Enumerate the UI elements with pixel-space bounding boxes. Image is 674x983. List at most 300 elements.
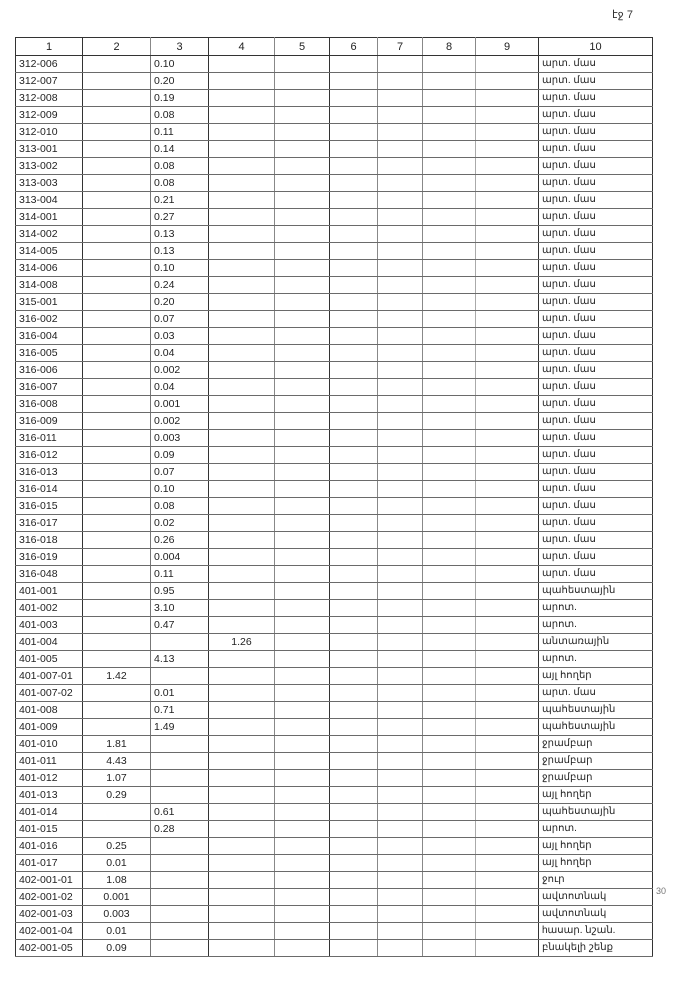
row-col3-value: 0.01: [151, 685, 209, 702]
row-col9: [476, 940, 539, 957]
row-col9: [476, 787, 539, 804]
row-col6: [330, 515, 378, 532]
row-col2-value: [83, 260, 151, 277]
row-col3-value: [151, 872, 209, 889]
row-land-type: արտ. մաս: [539, 481, 653, 498]
row-col9: [476, 294, 539, 311]
table-row: [16, 107, 653, 124]
row-col8: [423, 549, 476, 566]
row-col5: [275, 90, 330, 107]
row-col5: [275, 192, 330, 209]
row-col7: [378, 872, 423, 889]
row-col5: [275, 447, 330, 464]
table-row: [16, 855, 653, 872]
row-col4-value: [209, 192, 275, 209]
row-col2-value: [83, 634, 151, 651]
row-col2-value: [83, 107, 151, 124]
row-col6: [330, 379, 378, 396]
row-col4-value: [209, 260, 275, 277]
row-land-type: արտ. մաս: [539, 192, 653, 209]
row-land-type: արոտ.: [539, 600, 653, 617]
margin-mark: 30: [656, 886, 667, 896]
row-col2-value: [83, 243, 151, 260]
row-code: 316-013: [16, 464, 83, 481]
table-row: [16, 804, 653, 821]
row-col6: [330, 209, 378, 226]
row-col5: [275, 787, 330, 804]
row-col9: [476, 243, 539, 260]
row-col6: [330, 600, 378, 617]
row-col3-value: 0.02: [151, 515, 209, 532]
row-col8: [423, 90, 476, 107]
row-col4-value: 1.26: [209, 634, 275, 651]
row-code: 401-004: [16, 634, 83, 651]
row-land-type: արտ. մաս: [539, 413, 653, 430]
row-col9: [476, 855, 539, 872]
row-land-type: այլ հողեր: [539, 855, 653, 872]
row-col2-value: [83, 90, 151, 107]
row-land-type: արտ. մաս: [539, 311, 653, 328]
row-col2-value: [83, 56, 151, 73]
row-code: 401-013: [16, 787, 83, 804]
row-col2-value: 1.42: [83, 668, 151, 685]
table-row: [16, 600, 653, 617]
row-col5: [275, 583, 330, 600]
row-col5: [275, 311, 330, 328]
row-col4-value: [209, 668, 275, 685]
row-col7: [378, 192, 423, 209]
row-code: 402-001-03: [16, 906, 83, 923]
row-col6: [330, 719, 378, 736]
row-col5: [275, 481, 330, 498]
row-code: 401-014: [16, 804, 83, 821]
row-col2-value: [83, 447, 151, 464]
row-col9: [476, 770, 539, 787]
row-code: 316-009: [16, 413, 83, 430]
row-col9: [476, 90, 539, 107]
column-header-8: 8: [423, 38, 476, 56]
row-col4-value: [209, 328, 275, 345]
row-col2-value: [83, 328, 151, 345]
row-col9: [476, 821, 539, 838]
row-col8: [423, 617, 476, 634]
row-col2-value: [83, 685, 151, 702]
row-col5: [275, 209, 330, 226]
row-col8: [423, 209, 476, 226]
row-code: 313-003: [16, 175, 83, 192]
column-header-5: 5: [275, 38, 330, 56]
row-col8: [423, 668, 476, 685]
table-row: [16, 515, 653, 532]
row-land-type: արտ. մաս: [539, 277, 653, 294]
row-code: 313-002: [16, 158, 83, 175]
row-code: 314-001: [16, 209, 83, 226]
row-col5: [275, 328, 330, 345]
row-col9: [476, 141, 539, 158]
row-col5: [275, 56, 330, 73]
table-row: [16, 532, 653, 549]
table-row: [16, 430, 653, 447]
row-col6: [330, 345, 378, 362]
row-col8: [423, 719, 476, 736]
row-land-type: արտ. մաս: [539, 226, 653, 243]
row-col3-value: [151, 753, 209, 770]
row-col2-value: 0.25: [83, 838, 151, 855]
row-col2-value: 1.81: [83, 736, 151, 753]
row-col2-value: 0.01: [83, 855, 151, 872]
row-col2-value: [83, 124, 151, 141]
row-col8: [423, 56, 476, 73]
row-col3-value: [151, 889, 209, 906]
row-col9: [476, 226, 539, 243]
row-col8: [423, 532, 476, 549]
row-col7: [378, 685, 423, 702]
row-col3-value: 0.002: [151, 362, 209, 379]
row-col5: [275, 396, 330, 413]
row-col7: [378, 549, 423, 566]
row-col6: [330, 226, 378, 243]
row-col8: [423, 923, 476, 940]
row-col9: [476, 668, 539, 685]
row-code: 314-006: [16, 260, 83, 277]
row-col5: [275, 413, 330, 430]
row-col4-value: [209, 685, 275, 702]
row-col7: [378, 651, 423, 668]
row-col2-value: 4.43: [83, 753, 151, 770]
page-number: էջ 7: [612, 9, 633, 21]
column-header-4: 4: [209, 38, 275, 56]
land-register-table: [15, 37, 653, 957]
table-row: [16, 294, 653, 311]
table-row: [16, 175, 653, 192]
row-col3-value: 0.11: [151, 566, 209, 583]
row-col3-value: 0.27: [151, 209, 209, 226]
column-header-2: 2: [83, 38, 151, 56]
row-col6: [330, 736, 378, 753]
row-code: 316-015: [16, 498, 83, 515]
row-land-type: արտ. մաս: [539, 243, 653, 260]
row-code: 401-015: [16, 821, 83, 838]
row-col3-value: [151, 906, 209, 923]
row-col2-value: [83, 804, 151, 821]
row-col4-value: [209, 379, 275, 396]
row-col4-value: [209, 532, 275, 549]
row-land-type: արտ. մաս: [539, 328, 653, 345]
table-row: [16, 668, 653, 685]
row-col4-value: [209, 141, 275, 158]
row-land-type: արտ. մաս: [539, 294, 653, 311]
row-col7: [378, 515, 423, 532]
row-col3-value: 0.09: [151, 447, 209, 464]
row-col3-value: 0.08: [151, 498, 209, 515]
row-col4-value: [209, 413, 275, 430]
table-row: [16, 651, 653, 668]
row-col6: [330, 685, 378, 702]
row-code: 402-001-05: [16, 940, 83, 957]
row-col9: [476, 651, 539, 668]
row-col2-value: [83, 549, 151, 566]
row-code: 401-012: [16, 770, 83, 787]
table-row: [16, 549, 653, 566]
table-row: [16, 328, 653, 345]
row-code: 316-008: [16, 396, 83, 413]
row-col7: [378, 804, 423, 821]
row-col3-value: 0.26: [151, 532, 209, 549]
row-col8: [423, 685, 476, 702]
row-col3-value: [151, 923, 209, 940]
row-col3-value: 0.13: [151, 226, 209, 243]
row-col6: [330, 804, 378, 821]
row-col4-value: [209, 923, 275, 940]
row-land-type: արտ. մաս: [539, 260, 653, 277]
row-col9: [476, 413, 539, 430]
row-col2-value: [83, 396, 151, 413]
row-land-type: արտ. մաս: [539, 464, 653, 481]
row-col3-value: 1.49: [151, 719, 209, 736]
row-col5: [275, 838, 330, 855]
table-row: [16, 192, 653, 209]
row-col9: [476, 719, 539, 736]
row-col4-value: [209, 889, 275, 906]
table-row: [16, 736, 653, 753]
row-col6: [330, 855, 378, 872]
row-col8: [423, 566, 476, 583]
row-code: 316-004: [16, 328, 83, 345]
row-col8: [423, 804, 476, 821]
row-col7: [378, 498, 423, 515]
row-col9: [476, 107, 539, 124]
row-col4-value: [209, 175, 275, 192]
row-col9: [476, 362, 539, 379]
table-row: [16, 702, 653, 719]
row-col9: [476, 583, 539, 600]
row-col3-value: 0.07: [151, 311, 209, 328]
table-row: [16, 209, 653, 226]
row-col5: [275, 379, 330, 396]
row-col4-value: [209, 804, 275, 821]
row-col7: [378, 90, 423, 107]
row-col9: [476, 804, 539, 821]
row-col9: [476, 923, 539, 940]
row-land-type: այլ հողեր: [539, 787, 653, 804]
row-col9: [476, 277, 539, 294]
row-col8: [423, 294, 476, 311]
row-col4-value: [209, 294, 275, 311]
row-col2-value: [83, 515, 151, 532]
row-col4-value: [209, 940, 275, 957]
row-col8: [423, 328, 476, 345]
row-land-type: ավտոտնակ: [539, 889, 653, 906]
row-col3-value: 4.13: [151, 651, 209, 668]
row-col3-value: 0.07: [151, 464, 209, 481]
row-col7: [378, 821, 423, 838]
row-col7: [378, 566, 423, 583]
row-col6: [330, 175, 378, 192]
row-col8: [423, 362, 476, 379]
row-col2-value: [83, 226, 151, 243]
row-col5: [275, 277, 330, 294]
row-col4-value: [209, 838, 275, 855]
row-col7: [378, 56, 423, 73]
row-col9: [476, 379, 539, 396]
row-code: 312-006: [16, 56, 83, 73]
row-col3-value: 0.10: [151, 260, 209, 277]
row-code: 314-002: [16, 226, 83, 243]
row-col7: [378, 158, 423, 175]
row-land-type: ջրամբար: [539, 753, 653, 770]
row-code: 312-009: [16, 107, 83, 124]
table-row: [16, 906, 653, 923]
table-row: [16, 362, 653, 379]
row-col8: [423, 158, 476, 175]
table-row: [16, 226, 653, 243]
row-col5: [275, 362, 330, 379]
table-row: [16, 345, 653, 362]
row-col9: [476, 566, 539, 583]
row-col7: [378, 923, 423, 940]
row-col8: [423, 379, 476, 396]
table-row: [16, 260, 653, 277]
row-col2-value: [83, 413, 151, 430]
row-code: 316-018: [16, 532, 83, 549]
row-col7: [378, 260, 423, 277]
row-land-type: արոտ.: [539, 617, 653, 634]
row-col2-value: [83, 430, 151, 447]
row-col4-value: [209, 549, 275, 566]
row-col7: [378, 906, 423, 923]
row-col2-value: [83, 362, 151, 379]
row-col7: [378, 532, 423, 549]
row-col9: [476, 447, 539, 464]
row-col2-value: [83, 73, 151, 90]
row-col4-value: [209, 906, 275, 923]
row-land-type: արտ. մաս: [539, 515, 653, 532]
row-col5: [275, 702, 330, 719]
row-col4-value: [209, 583, 275, 600]
row-code: 401-003: [16, 617, 83, 634]
table-row: [16, 889, 653, 906]
row-col9: [476, 634, 539, 651]
row-col2-value: 0.003: [83, 906, 151, 923]
row-col4-value: [209, 600, 275, 617]
row-col3-value: 0.04: [151, 345, 209, 362]
row-col2-value: [83, 209, 151, 226]
row-col3-value: 0.11: [151, 124, 209, 141]
row-land-type: արտ. մաս: [539, 345, 653, 362]
row-col9: [476, 702, 539, 719]
row-col6: [330, 532, 378, 549]
row-col6: [330, 107, 378, 124]
table-row: [16, 787, 653, 804]
row-col6: [330, 141, 378, 158]
row-col5: [275, 719, 330, 736]
row-col8: [423, 821, 476, 838]
row-col7: [378, 736, 423, 753]
row-col8: [423, 481, 476, 498]
row-code: 316-006: [16, 362, 83, 379]
row-land-type: արոտ.: [539, 651, 653, 668]
row-col8: [423, 583, 476, 600]
row-col4-value: [209, 855, 275, 872]
row-col3-value: 0.21: [151, 192, 209, 209]
row-col9: [476, 889, 539, 906]
row-col8: [423, 277, 476, 294]
row-col6: [330, 753, 378, 770]
row-col4-value: [209, 787, 275, 804]
row-col8: [423, 651, 476, 668]
row-col6: [330, 192, 378, 209]
row-col5: [275, 753, 330, 770]
row-col6: [330, 277, 378, 294]
row-col2-value: [83, 345, 151, 362]
row-col2-value: [83, 481, 151, 498]
row-land-type: արտ. մաս: [539, 447, 653, 464]
row-land-type: արտ. մաս: [539, 141, 653, 158]
row-col7: [378, 107, 423, 124]
row-code: 314-008: [16, 277, 83, 294]
row-col8: [423, 260, 476, 277]
row-col9: [476, 73, 539, 90]
row-col4-value: [209, 396, 275, 413]
row-col2-value: [83, 464, 151, 481]
row-col3-value: 0.61: [151, 804, 209, 821]
row-col6: [330, 481, 378, 498]
row-col6: [330, 447, 378, 464]
row-col8: [423, 447, 476, 464]
row-col7: [378, 209, 423, 226]
table-row: [16, 583, 653, 600]
row-col7: [378, 481, 423, 498]
row-code: 401-017: [16, 855, 83, 872]
row-col3-value: 0.19: [151, 90, 209, 107]
row-col3-value: [151, 787, 209, 804]
row-col4-value: [209, 90, 275, 107]
row-col6: [330, 838, 378, 855]
row-code: 313-001: [16, 141, 83, 158]
row-col2-value: [83, 702, 151, 719]
row-col3-value: 0.28: [151, 821, 209, 838]
row-code: 312-010: [16, 124, 83, 141]
row-col2-value: [83, 311, 151, 328]
row-land-type: արտ. մաս: [539, 107, 653, 124]
row-col7: [378, 787, 423, 804]
row-col4-value: [209, 821, 275, 838]
row-col6: [330, 124, 378, 141]
row-col8: [423, 107, 476, 124]
row-col9: [476, 56, 539, 73]
row-col4-value: [209, 311, 275, 328]
row-col8: [423, 855, 476, 872]
table-row: [16, 56, 653, 73]
row-col5: [275, 430, 330, 447]
row-col9: [476, 872, 539, 889]
row-col3-value: [151, 770, 209, 787]
row-col6: [330, 566, 378, 583]
row-col2-value: [83, 821, 151, 838]
row-col5: [275, 651, 330, 668]
row-code: 316-012: [16, 447, 83, 464]
row-col3-value: 0.10: [151, 481, 209, 498]
row-col4-value: [209, 872, 275, 889]
row-col5: [275, 634, 330, 651]
row-code: 401-011: [16, 753, 83, 770]
table-row: [16, 685, 653, 702]
row-col3-value: 0.14: [151, 141, 209, 158]
row-col7: [378, 175, 423, 192]
row-col6: [330, 906, 378, 923]
row-col5: [275, 923, 330, 940]
row-code: 401-002: [16, 600, 83, 617]
